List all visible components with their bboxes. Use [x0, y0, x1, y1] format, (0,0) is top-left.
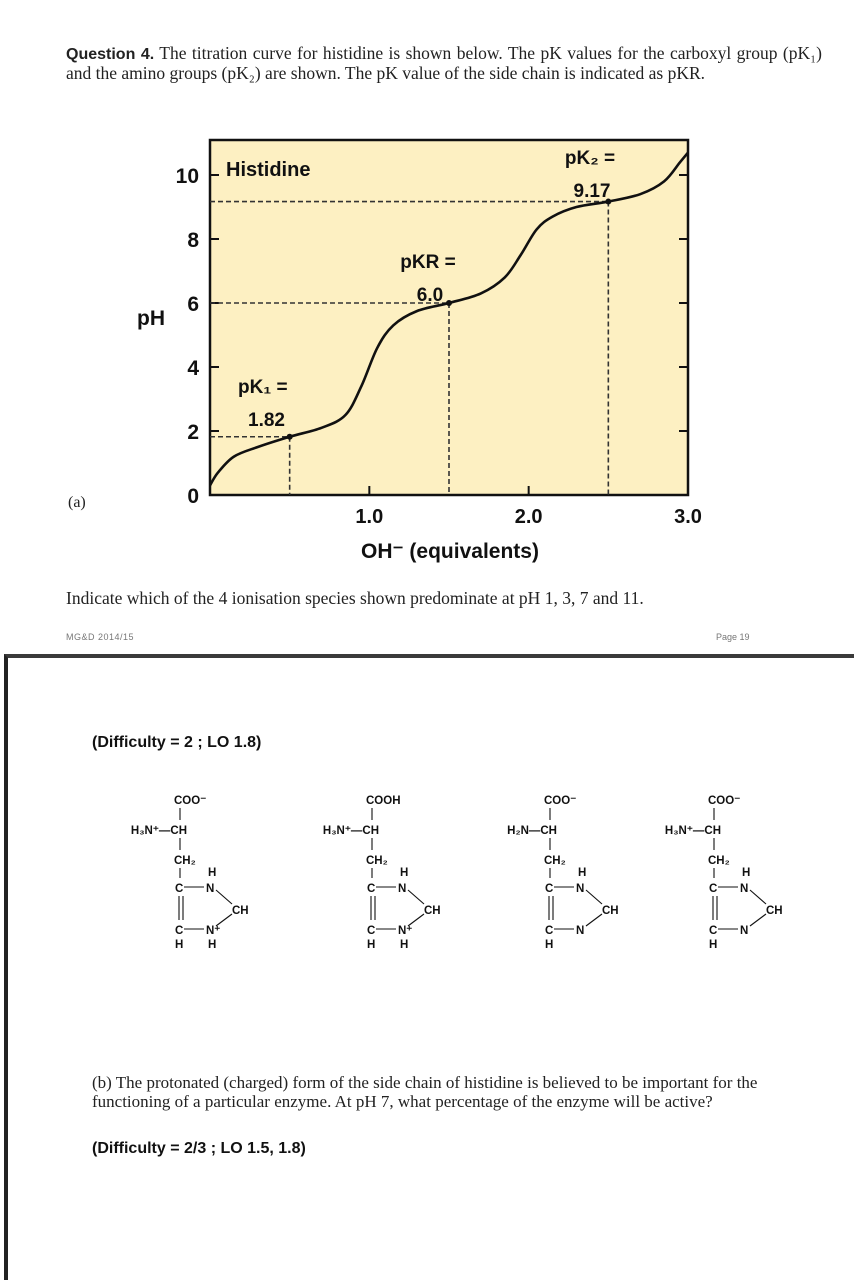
- species-structure: [507, 795, 618, 951]
- ring-ch-group: CH: [232, 905, 249, 917]
- carboxyl-group: COO⁻: [544, 795, 577, 807]
- part-a-label: (a): [68, 494, 86, 511]
- chart-title: Histidine: [226, 159, 311, 181]
- pk-point: [287, 434, 293, 440]
- pk-value: 1.82: [248, 410, 285, 431]
- x-tick-label: 3.0: [674, 506, 702, 528]
- ring-nitrogen-hydrogen: H: [578, 867, 587, 879]
- species-structure: [665, 795, 783, 951]
- footer-course: MG&D 2014/15: [66, 632, 135, 642]
- ring-carbon-lower: C: [367, 925, 376, 937]
- y-tick-label: 2: [187, 421, 199, 444]
- y-axis-label: pH: [137, 307, 165, 330]
- part-b-text: (b) The protonated (charged) form of the side chain of histidine is believed to be important for the functioning of a particular enzyme. At pH 7, what percentage of the enzyme will be active?: [92, 1073, 758, 1111]
- y-tick-label: 6: [187, 293, 199, 316]
- ring-nitrogen-hydrogen: H: [208, 867, 217, 879]
- bond-n-ch: [216, 890, 232, 904]
- ring-nitrogen-lower: N⁺: [398, 925, 413, 937]
- bond-n-ch-lower: [216, 914, 232, 926]
- ring-nitrogen-hydrogen: H: [742, 867, 751, 879]
- ring-carbon-lower: C: [175, 925, 184, 937]
- alpha-amino-group: H₂N—CH: [507, 825, 557, 837]
- carboxyl-group: COO⁻: [708, 795, 741, 807]
- pk-value: 9.17: [573, 181, 611, 202]
- y-tick-label: 10: [175, 165, 199, 188]
- pk-value: 6.0: [416, 285, 444, 306]
- ring-nitrogen-lower: N⁺: [206, 925, 221, 937]
- pk-point: [446, 300, 452, 306]
- bond-n-ch-lower: [586, 914, 602, 926]
- ring-nitrogen-lower-hydrogen: H: [208, 939, 217, 951]
- y-tick-label: 8: [187, 229, 199, 252]
- ring-nitrogen-upper: N: [206, 883, 215, 895]
- ring-nitrogen-upper: N: [740, 883, 749, 895]
- pk-label: pKR =: [400, 252, 456, 273]
- ring-carbon-hydrogen: H: [709, 939, 718, 951]
- ring-nitrogen-lower-hydrogen: H: [400, 939, 409, 951]
- instruction-text: Indicate which of the 4 ionisation species shown predominate at pH 1, 3, 7 and 11.: [66, 588, 644, 608]
- ring-carbon-lower: C: [545, 925, 554, 937]
- ring-carbon-hydrogen: H: [545, 939, 554, 951]
- ring-nitrogen-hydrogen: H: [400, 867, 409, 879]
- ring-ch-group: CH: [766, 905, 783, 917]
- bond-n-ch: [586, 890, 602, 904]
- y-tick-label: 4: [187, 357, 199, 380]
- ring-carbon-upper: C: [545, 883, 554, 895]
- pk-label: pK₁ =: [238, 377, 288, 398]
- alpha-amino-group: H₃N⁺—CH: [664, 825, 721, 837]
- difficulty-b: (Difficulty = 2/3 ; LO 1.5, 1.8): [92, 1140, 306, 1157]
- species-structure: [323, 795, 441, 951]
- ring-carbon-hydrogen: H: [367, 939, 376, 951]
- question-body: The titration curve for histidine is shown below. The pK values for the carboxyl group (pK₁) and the amino groups (pK₂) are shown. The pK value of the side chain is indicated as pKR.: [66, 43, 823, 83]
- footer-page: Page 19: [716, 632, 750, 642]
- x-tick-label: 2.0: [514, 506, 543, 528]
- ionisation-species: [0, 780, 854, 960]
- ring-ch-group: CH: [602, 905, 619, 917]
- methylene-group: CH₂: [708, 855, 730, 867]
- alpha-amino-group: H₃N⁺—CH: [130, 825, 187, 837]
- ring-nitrogen-lower: N: [576, 925, 585, 937]
- carboxyl-group: COOH: [366, 795, 401, 807]
- ring-nitrogen-lower: N: [740, 925, 749, 937]
- ring-carbon-hydrogen: H: [175, 939, 184, 951]
- ring-ch-group: CH: [424, 905, 441, 917]
- bond-n-ch-lower: [750, 914, 766, 926]
- bond-n-ch: [408, 890, 424, 904]
- ring-nitrogen-upper: N: [576, 883, 585, 895]
- question-title: Question 4.: [66, 46, 155, 63]
- difficulty-a: (Difficulty = 2 ; LO 1.8): [92, 734, 262, 751]
- ring-nitrogen-upper: N: [398, 883, 407, 895]
- methylene-group: CH₂: [366, 855, 388, 867]
- ring-carbon-upper: C: [175, 883, 184, 895]
- ring-carbon-lower: C: [709, 925, 718, 937]
- carboxyl-group: COO⁻: [174, 795, 207, 807]
- y-tick-label: 0: [187, 485, 199, 508]
- species-structure: [131, 795, 249, 951]
- bond-n-ch: [750, 890, 766, 904]
- x-axis-label: OH⁻ (equivalents): [361, 540, 539, 563]
- methylene-group: CH₂: [174, 855, 196, 867]
- ring-carbon-upper: C: [709, 883, 718, 895]
- ring-carbon-upper: C: [367, 883, 376, 895]
- pk-label: pK₂ =: [564, 148, 616, 169]
- methylene-group: CH₂: [544, 855, 566, 867]
- bond-n-ch-lower: [408, 914, 424, 926]
- alpha-amino-group: H₃N⁺—CH: [322, 825, 379, 837]
- x-tick-label: 1.0: [355, 506, 384, 528]
